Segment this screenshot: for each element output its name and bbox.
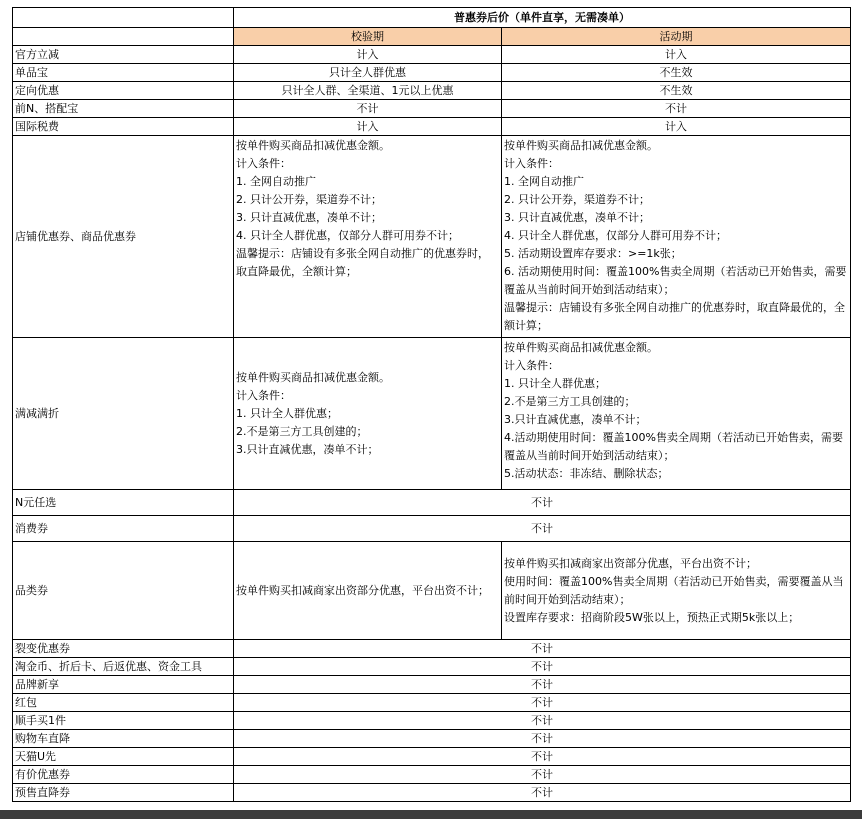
table-row bbox=[13, 118, 851, 136]
merged-cell[interactable]: 不计 bbox=[234, 748, 851, 766]
cell-line: 计入条件： bbox=[504, 157, 559, 170]
row-label[interactable]: 品类券 bbox=[13, 542, 234, 640]
cell-line: 3.只计直减优惠，凑单不计； bbox=[236, 442, 379, 456]
cell-line: 1. 只计全人群优惠； bbox=[236, 406, 338, 420]
cell-line: 4.活动期使用时间：覆盖100%售卖全周期（若活动已开始售卖，需要覆盖从当前时间开始到活动结束）； bbox=[504, 431, 843, 462]
header-row-title bbox=[13, 8, 851, 28]
table-row bbox=[13, 542, 851, 640]
row-label[interactable]: 店铺优惠券、商品优惠券 bbox=[13, 136, 234, 338]
cell-line: 5.活动状态：非冻结、删除状态； bbox=[504, 467, 669, 480]
row-label[interactable]: 消费券 bbox=[13, 516, 234, 542]
active-cell[interactable]: 不生效 bbox=[502, 82, 851, 100]
merged-cell[interactable]: 不计 bbox=[234, 676, 851, 694]
row-label[interactable]: 顺手买1件 bbox=[13, 712, 234, 730]
cell-line: 温馨提示：店铺设有多张全网自动推广的优惠券时，取直降最优，全额计算； bbox=[236, 247, 489, 278]
table-row bbox=[13, 694, 851, 712]
active-cell[interactable] bbox=[502, 136, 851, 338]
check-cell[interactable]: 不计 bbox=[234, 100, 502, 118]
row-label[interactable]: 购物车直降 bbox=[13, 730, 234, 748]
row-label[interactable]: N元任选 bbox=[13, 490, 234, 516]
table-row bbox=[13, 82, 851, 100]
column-header-check[interactable]: 校验期 bbox=[234, 28, 502, 46]
merged-cell[interactable]: 不计 bbox=[234, 490, 851, 516]
check-cell[interactable]: 计入 bbox=[234, 46, 502, 64]
merged-cell[interactable]: 不计 bbox=[234, 516, 851, 542]
rules-table bbox=[12, 7, 851, 802]
cell-line: 3.只计直减优惠，凑单不计； bbox=[504, 413, 647, 426]
table-row bbox=[13, 516, 851, 542]
corner-cell-2[interactable] bbox=[13, 28, 234, 46]
row-label[interactable]: 预售直降券 bbox=[13, 784, 234, 802]
row-label[interactable]: 满减满折 bbox=[13, 338, 234, 490]
check-cell[interactable]: 只计全人群、全渠道、1元以上优惠 bbox=[234, 82, 502, 100]
cell-line: 按单件购买商品扣减优惠金额。 bbox=[236, 139, 390, 152]
table-row bbox=[13, 136, 851, 338]
cell-line: 按单件购买扣减商家出资部分优惠，平台出资不计； bbox=[504, 556, 757, 570]
active-cell[interactable] bbox=[502, 542, 851, 640]
active-cell[interactable]: 计入 bbox=[502, 46, 851, 64]
row-label[interactable]: 单品宝 bbox=[13, 64, 234, 82]
table-row bbox=[13, 784, 851, 802]
cell-line: 计入条件： bbox=[236, 157, 291, 170]
cell-line: 温馨提示：店铺设有多张全网自动推广的优惠券时，取直降最优的，全额计算； bbox=[504, 301, 845, 332]
cell-line: 4. 只计全人群优惠，仅部分人群可用券不计； bbox=[236, 229, 459, 242]
check-cell[interactable] bbox=[234, 136, 502, 338]
table-row bbox=[13, 658, 851, 676]
merged-cell[interactable]: 不计 bbox=[234, 730, 851, 748]
cell-line: 计入条件： bbox=[236, 388, 291, 402]
row-label[interactable]: 品牌新享 bbox=[13, 676, 234, 694]
cell-line: 2. 只计公开券，渠道券不计； bbox=[236, 193, 382, 206]
row-label[interactable]: 有价优惠券 bbox=[13, 766, 234, 784]
check-cell[interactable] bbox=[234, 338, 502, 490]
cell-line: 计入条件： bbox=[504, 359, 559, 372]
row-label[interactable]: 裂变优惠券 bbox=[13, 640, 234, 658]
table-row bbox=[13, 640, 851, 658]
table-row bbox=[13, 730, 851, 748]
cell-line: 2.不是第三方工具创建的； bbox=[236, 424, 368, 438]
table-row bbox=[13, 46, 851, 64]
cell-line: 1. 只计全人群优惠； bbox=[504, 377, 606, 390]
cell-line: 设置库存要求：招商阶段5W张以上，预热正式期5k张以上； bbox=[504, 610, 800, 624]
cell-line: 5. 活动期设置库存要求：>=1k张； bbox=[504, 247, 682, 260]
merged-cell[interactable]: 不计 bbox=[234, 694, 851, 712]
row-label[interactable]: 官方立减 bbox=[13, 46, 234, 64]
cell-line: 4. 只计全人群优惠，仅部分人群可用券不计； bbox=[504, 229, 727, 242]
row-label[interactable]: 红包 bbox=[13, 694, 234, 712]
cell-line: 2. 只计公开券，渠道券不计； bbox=[504, 193, 650, 206]
corner-cell[interactable] bbox=[13, 8, 234, 28]
cell-line: 3. 只计直减优惠，凑单不计； bbox=[504, 211, 650, 224]
active-cell[interactable]: 不计 bbox=[502, 100, 851, 118]
row-label[interactable]: 天猫U先 bbox=[13, 748, 234, 766]
cell-line: 按单件购买商品扣减优惠金额。 bbox=[236, 370, 390, 384]
check-cell[interactable]: 只计全人群优惠 bbox=[234, 64, 502, 82]
active-cell[interactable]: 不生效 bbox=[502, 64, 851, 82]
cell-line: 1. 全网自动推广 bbox=[504, 175, 584, 188]
merged-cell[interactable]: 不计 bbox=[234, 784, 851, 802]
cell-line: 1. 全网自动推广 bbox=[236, 175, 316, 188]
table-row bbox=[13, 766, 851, 784]
merged-cell[interactable]: 不计 bbox=[234, 712, 851, 730]
cell-line: 按单件购买扣减商家出资部分优惠，平台出资不计； bbox=[236, 583, 489, 597]
table-title[interactable]: 普惠券后价（单件直享，无需凑单） bbox=[234, 8, 851, 28]
active-cell[interactable]: 计入 bbox=[502, 118, 851, 136]
row-label[interactable]: 定向优惠 bbox=[13, 82, 234, 100]
column-header-active[interactable]: 活动期 bbox=[502, 28, 851, 46]
cell-line: 6. 活动期使用时间：覆盖100%售卖全周期（若活动已开始售卖，需要覆盖从当前时间开始到活动结束）； bbox=[504, 265, 847, 296]
cell-line: 按单件购买商品扣减优惠金额。 bbox=[504, 139, 658, 152]
merged-cell[interactable]: 不计 bbox=[234, 640, 851, 658]
table-row bbox=[13, 100, 851, 118]
table-row bbox=[13, 490, 851, 516]
table-row bbox=[13, 338, 851, 490]
cell-line: 3. 只计直减优惠，凑单不计； bbox=[236, 211, 382, 224]
table-row bbox=[13, 64, 851, 82]
check-cell[interactable]: 计入 bbox=[234, 118, 502, 136]
cell-line: 按单件购买商品扣减优惠金额。 bbox=[504, 341, 658, 354]
row-label[interactable]: 国际税费 bbox=[13, 118, 234, 136]
cell-line: 使用时间：覆盖100%售卖全周期（若活动已开始售卖，需要覆盖从当前时间开始到活动结束）； bbox=[504, 574, 844, 606]
merged-cell[interactable]: 不计 bbox=[234, 658, 851, 676]
table-row bbox=[13, 712, 851, 730]
merged-cell[interactable]: 不计 bbox=[234, 766, 851, 784]
active-cell[interactable] bbox=[502, 338, 851, 490]
cell-line: 2.不是第三方工具创建的； bbox=[504, 395, 636, 408]
header-row-columns bbox=[13, 28, 851, 46]
table-row bbox=[13, 676, 851, 694]
row-label[interactable]: 淘金币、折后卡、后返优惠、资金工具 bbox=[13, 658, 234, 676]
check-cell[interactable] bbox=[234, 542, 502, 640]
row-label[interactable]: 前N、搭配宝 bbox=[13, 100, 234, 118]
table-row bbox=[13, 748, 851, 766]
bottom-scroll-bar[interactable] bbox=[0, 810, 862, 819]
